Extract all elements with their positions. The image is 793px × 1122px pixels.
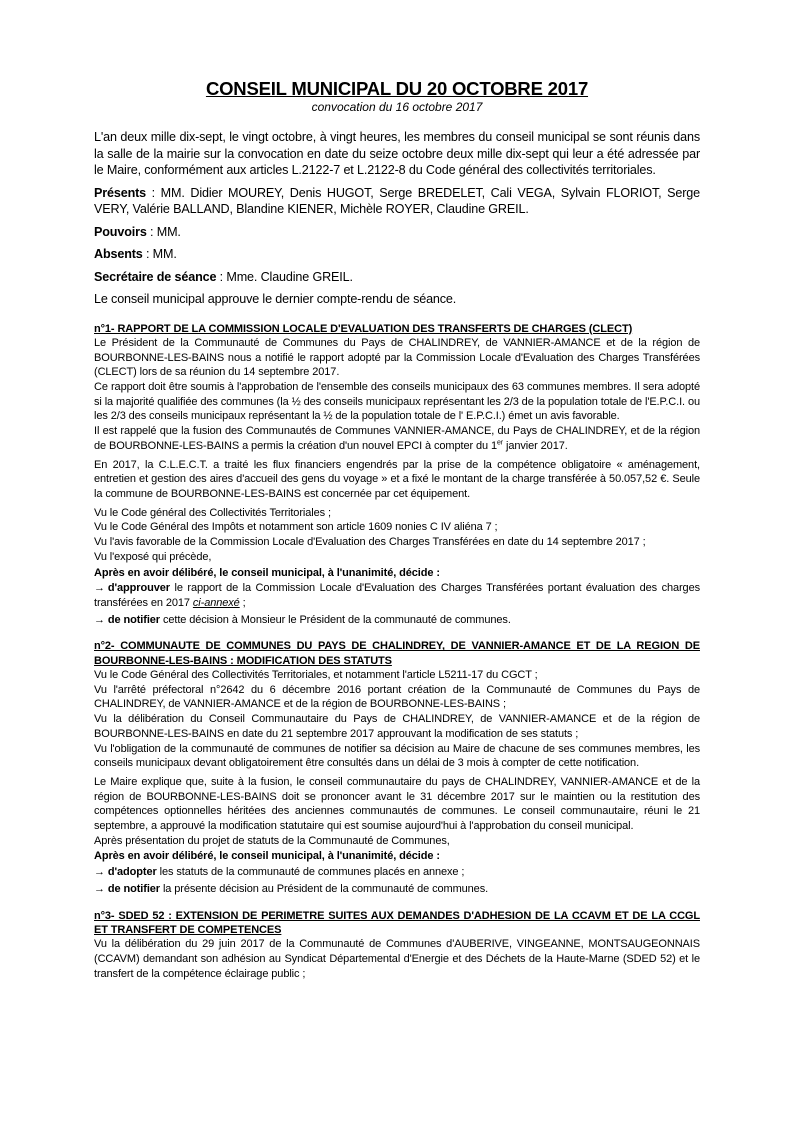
approval-line: Le conseil municipal approuve le dernier compte-rendu de séance. [94, 292, 457, 306]
decision-1-text: le rapport de la Commission Locale d'Evaluation des Charges Transférées portant évaluation des charges transférées en 2017 [94, 582, 700, 609]
section-2-vu-3: Vu la délibération du Conseil Communautaire du Pays de CHALINDREY, de VANNIER-AMANCE et de la région de BOURBONNE-LES-BAINS en date du 21 septembre 2017 approuvant la modification de ses statuts ; [94, 713, 700, 740]
section-2-decision: Après en avoir délibéré, le conseil municipal, à l'unanimité, décide : [94, 849, 440, 862]
pouvoirs-line [94, 224, 700, 241]
decision-2-label: de notifier [107, 882, 160, 895]
convocation-subtitle: convocation du 16 octobre 2017 [311, 100, 483, 114]
section-2-vu-1: Vu le Code Général des Collectivités Territoriales, et notamment l'article L5211-17 du CGCT ; [94, 669, 538, 682]
ordinal-sup: er [497, 439, 504, 447]
absents-label: Absents [94, 247, 143, 261]
section-1-p2: Ce rapport doit être soumis à l'approbation de l'ensemble des conseils municipaux des 63 communes membres. Il sera adopté si la majorité qualifiée des communes (la ½ des conseils municipaux représentant les 2/3 de la population totale de l'E.P.C.I. ou les 2/3 des conseils municipaux représentant la ½ de la population totale de l' E.P.C.I.) émet un avis favorable. [94, 381, 700, 423]
section-1-vu-4: Vu l'exposé qui précède, [94, 550, 212, 563]
section-1-vu-3: Vu l'avis favorable de la Commission Locale d'Evaluation des Charges Transférées en date du 14 septembre 2017 ; [94, 536, 646, 549]
pouvoirs-value: : MM. [146, 224, 181, 239]
presents-line [94, 185, 700, 218]
secretaire-value: : Mme. Claudine GREIL. [216, 269, 353, 284]
decision-1-text: les statuts de la communauté de communes placés en annexe ; [156, 866, 465, 879]
decision-1-label: d'approuver [107, 582, 170, 595]
decision-1-label: d'adopter [107, 866, 157, 879]
absents-value: : MM. [142, 247, 177, 261]
section-2-vu-2: Vu l'arrêté préfectoral n°2642 du 6 décembre 2016 portant création de la Communauté de Communes du Pays de CHALINDREY, de VANNIER-AMANCE et de la région de BOURBONNE-LES-BAINS ; [94, 683, 700, 711]
page-title: CONSEIL MUNICIPAL DU 20 OCTOBRE 2017 [205, 78, 589, 99]
section-1-vu-2: Vu le Code Général des Impôts et notamment son article 1609 nonies C IV aliéna 7 ; [94, 521, 498, 534]
pouvoirs-label: Pouvoirs [94, 224, 147, 239]
section-1-p1: Le Président de la Communauté de Communes du Pays de CHALINDREY, de VANNIER-AMANCE et de la région de BOURBONNE-LES-BAINS nous a notifié le rapport adopté par la Commission Locale d'Evaluation des Charges Transférées (CLECT) lors de sa réunion du 14 septembre 2017. [94, 336, 700, 379]
arrow-icon: → [94, 582, 105, 595]
section-2-p1: Le Maire explique que, suite à la fusion, le conseil communautaire du pays de CHALINDREY, VANNIER-AMANCE et de la région de BOURBONNE-LES-BAINS doit se prononcer avant le 31 décembre 2017 sur le maintien ou la restitution des compétences optionnelles héritées des anciennes communautés de communes. Le conseil communautaire, réuni le 21 septembre, a approuvé la modification statutaire qui est soumise aujourd'hui à l'approbation du conseil municipal. [94, 776, 700, 833]
absents-line [94, 246, 700, 263]
decision-2-text: la présente décision au Président de la communauté de communes. [159, 882, 489, 895]
section-2 [94, 639, 700, 896]
section-2-heading: n°2- COMMUNAUTE DE COMMUNES DU PAYS DE CHALINDREY, DE VANNIER-AMANCE ET DE LA REGION DE BOURBONNE-LES-BAINS : MODIFICATION DES STATUTS [94, 640, 700, 667]
section-1 [94, 322, 700, 628]
arrow-icon: → [94, 613, 105, 626]
section-2-p2: Après présentation du projet de statuts de la Communauté de Communes, [94, 834, 450, 847]
section-2-decision-2 [94, 882, 700, 897]
section-2-decision-1 [94, 865, 700, 880]
presents-label: Présents [94, 185, 147, 200]
section-1-p3-end: janvier 2017. [503, 439, 568, 452]
decision-2-text: cette décision à Monsieur le Président de la communauté de communes. [159, 613, 511, 626]
section-1-heading: n°1- RAPPORT DE LA COMMISSION LOCALE D'EVALUATION DES TRANSFERTS DE CHARGES (CLECT) [94, 322, 633, 335]
decision-1-end: ; [239, 596, 246, 609]
intro-paragraph: L'an deux mille dix-sept, le vingt octobre, à vingt heures, les membres du conseil municipal se sont réunis dans la salle de la mairie sur la convocation en date du seize octobre deux mille dix-sept qui leur a été adressée par le Maire, conformément aux articles L.2122-7 et L.2122-8 du Code général des collectivités territoriales. [94, 130, 700, 177]
section-3-heading: n°3- SDED 52 : EXTENSION DE PERIMETRE SUITES AUX DEMANDES D'ADHESION DE LA CCAVM ET DE LA CCGL ET TRANSFERT DE COMPETENCES [94, 909, 700, 937]
secretaire-line [94, 269, 700, 286]
section-3-vu-1: Vu la délibération du 29 juin 2017 de la Communauté de Communes d'AUBERIVE, VINGEANNE, MONTSAUGEONNAIS (CCAVM) demandant son adhésion au Syndicat Départemental d'Energie et des Déchets de la Haute-Marne (SDED 52) et le transfert de la compétence éclairage public ; [94, 938, 700, 980]
section-1-vu-1: Vu le Code général des Collectivités Territoriales ; [94, 506, 331, 519]
section-3 [94, 909, 700, 982]
secretaire-label: Secrétaire de séance [94, 269, 217, 284]
section-1-decision-2 [94, 613, 700, 628]
section-1-decision: Après en avoir délibéré, le conseil municipal, à l'unanimité, décide : [94, 567, 440, 580]
section-1-p3-text: Il est rappelé que la fusion des Communautés de Communes VANNIER-AMANCE, du Pays de CHALINDREY, et de la région de BOURBONNE-LES-BAINS a permis la création d'un nouvel EPCI à compter du 1 [94, 425, 700, 452]
section-1-decision-1 [94, 581, 700, 610]
presents-value: : MM. Didier MOUREY, Denis HUGOT, Serge BREDELET, Cali VEGA, Sylvain FLORIOT, Serge VERY, Valérie BALLAND, Blandine KIENER, Michèle ROYER, Claudine GREIL. [94, 185, 700, 216]
decision-2-label: de notifier [107, 613, 160, 626]
section-2-vu-4: Vu l'obligation de la communauté de communes de notifier sa décision au Maire de chacune de ses communes membres, les conseils municipaux devant obligatoirement être consultés dans un délai de 3 mois à compter de cette notification. [94, 742, 700, 770]
section-1-p3 [94, 424, 700, 453]
document-page [94, 78, 700, 982]
section-1-p4: En 2017, la C.L.E.C.T. a traité les flux financiers engendrés par la prise de la compétence obligatoire « aménagement, entretien et gestion des aires d'accueil des gens du voyage » et a fixé le montant de la charge transférée à 50.057,52 €. Seule la commune de BOURBONNE-LES-BAINS est concernée par cet équipement. [94, 458, 700, 500]
arrow-icon: → [94, 866, 105, 879]
annex-link[interactable]: ci-annexé [192, 596, 240, 609]
arrow-icon: → [94, 882, 105, 895]
